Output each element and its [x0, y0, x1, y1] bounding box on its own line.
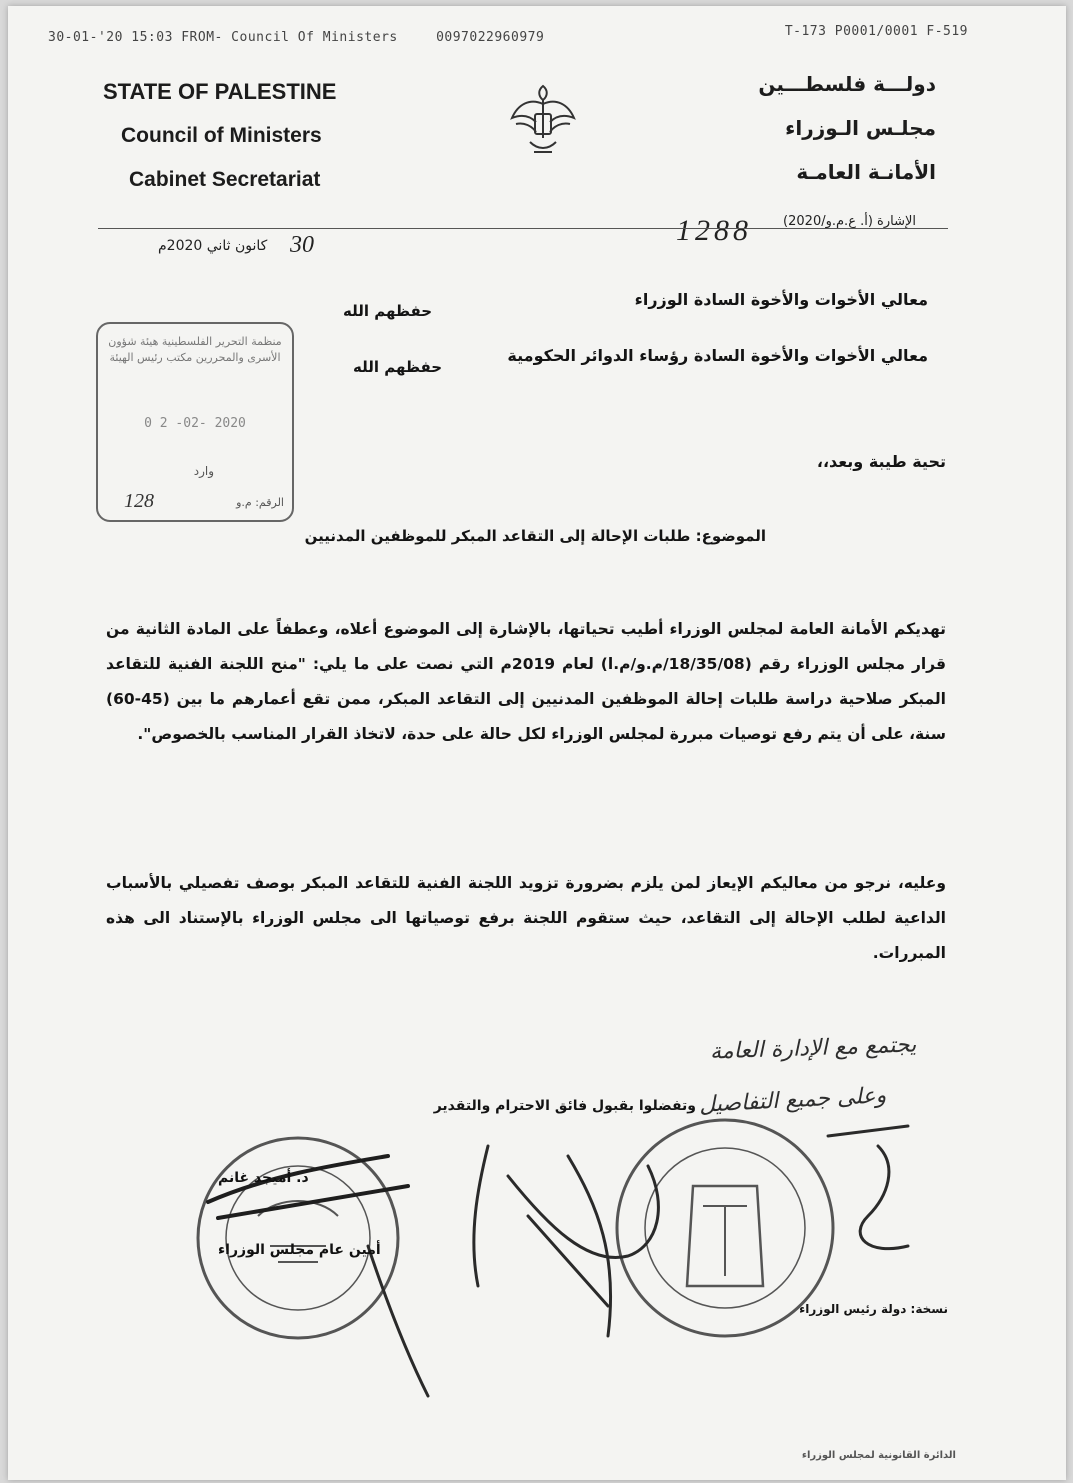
body-paragraph-1: تهديكم الأمانة العامة لمجلس الوزراء أطيب تحياتها، بالإشارة إلى الموضوع أعلاه، وعطفاً على المادة الثانية من قرار مجلس الوزراء رقم (18/35/08/م.و/م.ا) لعام 2019م التي نصت على ما يلي: "منح اللجنة الفنية للتقاعد المبكر صلاحية دراسة طلبات إحالة الموظفين المدنيين إلى التقاعد المبكر، ممن تقع أعمارهم ما بين (45-60) سنة، على أن يتم رفع توصيات مبررة لمجلس الوزراء لكل حالة على حدة، لاتخاذ القرار المناسب بالخصوص". [106, 620, 946, 743]
reference-label: الإشارة (أ. ع.م.و/2020) [783, 214, 916, 229]
signatory-name: د. أميجد غانم [218, 1170, 309, 1186]
fax-page-code: T-173 P0001/0001 F-519 [784, 24, 968, 39]
fax-document-page [8, 6, 1066, 1480]
secretariat-seal-icon [198, 1138, 398, 1338]
closing-line: وتفضلوا بقبول فائق الاحترام والتقدير [433, 1098, 696, 1114]
greeting: تحية طيبة وبعد،، [816, 452, 946, 471]
addressee-ministers: معالي الأخوات والأخوة السادة الوزراء [634, 290, 928, 309]
body-paragraph-2: وعليه، نرجو من معاليكم الإيعاز لمن يلزم بضرورة تزويد اللجنة الفنية للتقاعد المبكر بوصف تفصيلي بالأسباب الداعية لطلب الإحالة إلى التقاعد، حيث ستقوم اللجنة برفع توصياتها الى مجلس الوزراء بالإستناد الى هذه المبررات. [106, 874, 946, 962]
received-stamp-label: وارد [193, 464, 214, 478]
letterhead-ar-state: دولـــة فلسطـــين [758, 72, 936, 96]
received-stamp-date: 0 2 -02- 2020 [144, 416, 246, 431]
handwritten-note-2: وعلى جميع التفاصيل [698, 1083, 887, 1118]
handwritten-note-1: يجتمع مع الإدارة العامة [709, 1032, 917, 1065]
reference-number-handwritten: 1288 [676, 214, 752, 247]
date-day-handwritten: 30 [290, 232, 314, 258]
fax-sender-line: 30-01-'20 15:03 FROM- Council Of Ministers [48, 30, 398, 45]
fax-number: 0097022960979 [436, 30, 545, 45]
addressee-ministers-honorific: حفظهم الله [343, 302, 433, 320]
letterhead-en-council: Council of Ministers [121, 124, 322, 147]
stamps-and-signatures-overlay [8, 6, 1066, 1480]
signature-scrawl-icon [208, 1156, 408, 1218]
document-date: كانون ثاني 2020م [158, 238, 268, 254]
letterhead-ar-council: مجلـس الـوزراء [785, 116, 936, 140]
received-stamp-number: 128 [124, 490, 154, 512]
received-stamp-org: منظمة التحرير الفلسطينية هيئة شؤون الأسرى والمحررين مكتب رئيس الهيئة [108, 335, 282, 364]
signatory-title: أمين عام مجلس الوزراء [218, 1242, 381, 1258]
letterhead-ar-secretariat: الأمانـة العامـة [796, 160, 936, 184]
letterhead-en-state: STATE OF PALESTINE [103, 79, 337, 104]
letterhead-en-secretariat: Cabinet Secretariat [129, 168, 321, 191]
addressee-department-heads-honorific: حفظهم الله [353, 358, 443, 376]
received-stamp-ref-label: الرقم: م.و [236, 496, 284, 509]
carbon-copy-line: نسخة: دولة رئيس الوزراء [799, 1302, 948, 1316]
subject-line: الموضوع: طلبات الإحالة إلى التقاعد المبكر للموظفين المدنيين [304, 527, 766, 545]
addressee-department-heads: معالي الأخوات والأخوة السادة رؤساء الدوائر الحكومية [507, 346, 928, 365]
footer-department: الدائرة القانونية لمجلس الوزراء [801, 1450, 956, 1461]
